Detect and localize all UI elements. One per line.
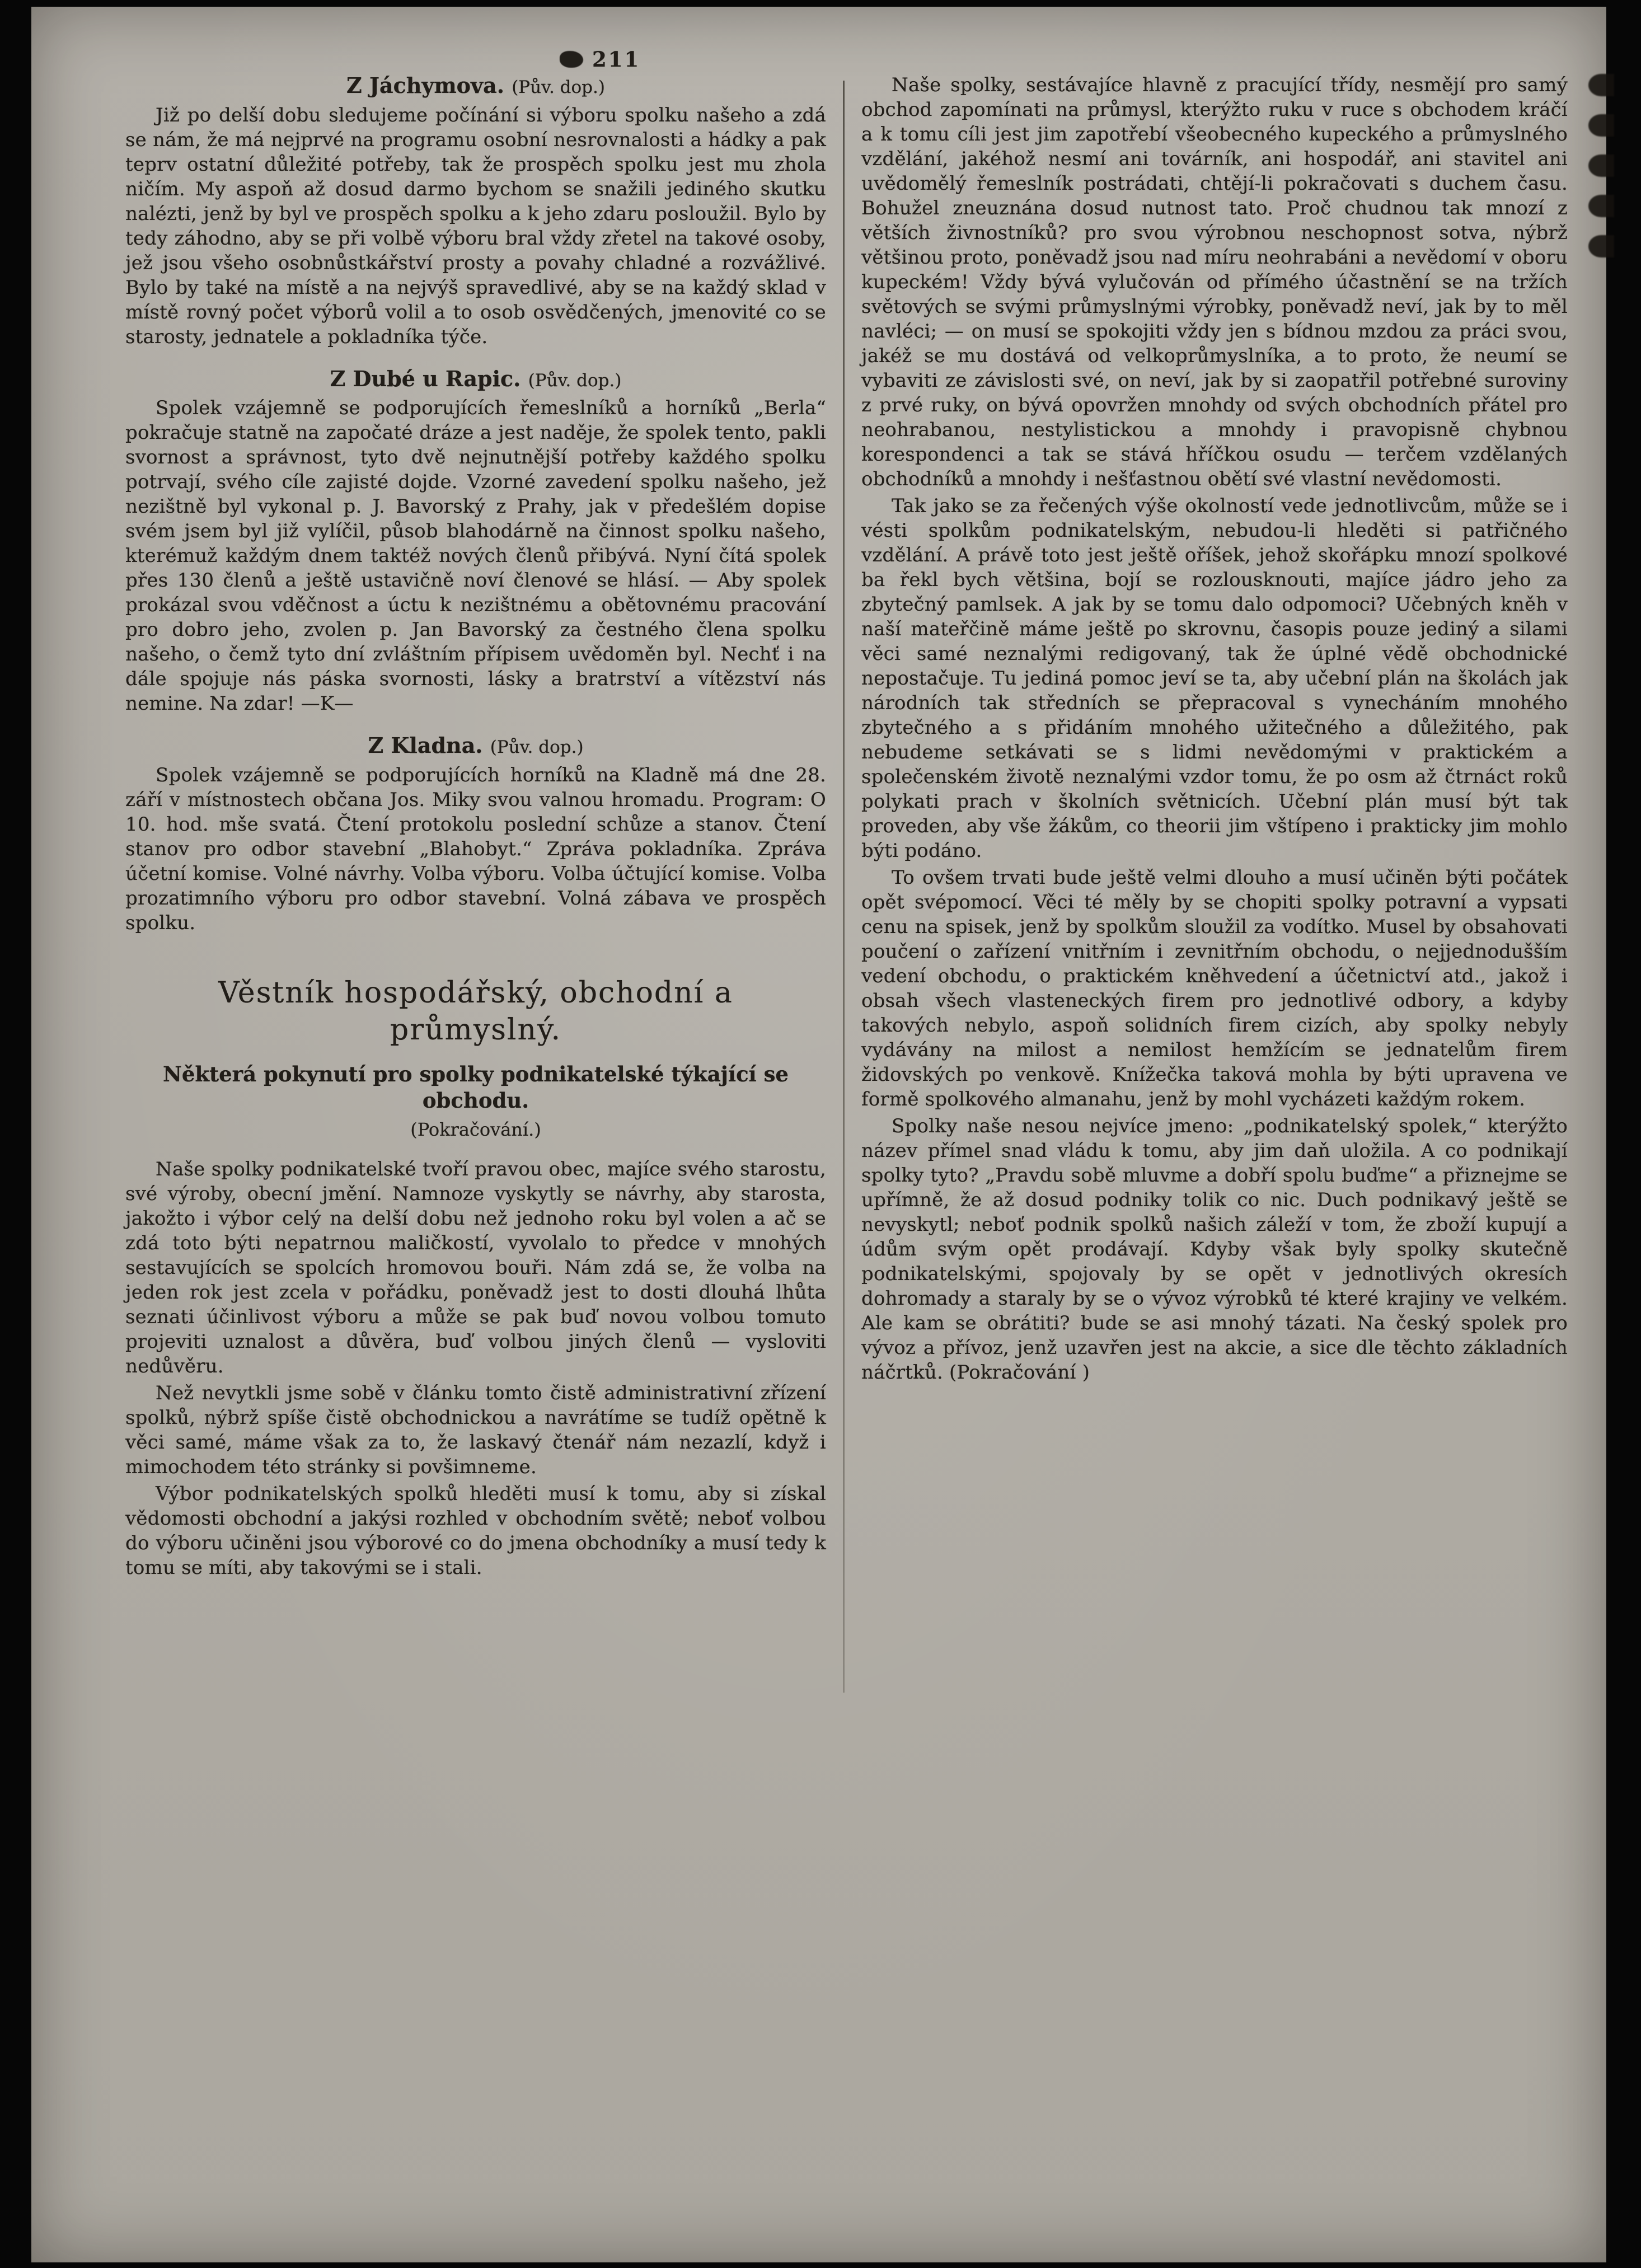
columns xyxy=(125,73,1568,1693)
binding-mark xyxy=(1588,114,1614,137)
article-heading xyxy=(125,733,826,758)
section-paragraph: Naše spolky podnikatelské tvoří pravou obec, majíce svého starostu, své výroby, obecní jmění. Namnoze vyskytly se návrhy, aby starosta, jakožto i výbor celý na delší dobu než jednoho roku byl volen a ač se zdá toto býti nepatrnou maličkostí, vyvolalo to předce v mnohých sestavujících se spolcích hromovou bouři. Nám zdá se, že volba na jeden rok jest zcela v pořádku, poněvadž jest to dosti dlouhá lhůta seznati účinlivost výboru a může se pak buď novou volbou tomuto projeviti uznalost a důvěra, buď volbou jiných členů — vysloviti nedůvěru. xyxy=(125,1158,826,1377)
article-heading xyxy=(125,366,826,392)
section-paragraph: Výbor podnikatelských spolků hleděti musí k tomu, aby si získal vědomosti obchodní a jakýsi rozhled v obchodním světě; neboť volbou do výboru učiněni jsou výborové co do jmena obchodníky a musí tedy k tomu se míti, aby takovými se i stali. xyxy=(125,1482,826,1579)
article-kladno xyxy=(125,733,826,935)
article-jachymova xyxy=(125,73,826,349)
column-divider xyxy=(843,81,845,1693)
article-heading xyxy=(125,73,826,99)
column-paragraph: To ovšem trvati bude ještě velmi dlouho a musí učiněn býti počátek opět svépomocí. Věci té měly by se chopiti spolky potravní a vypsati cenu na spisek, jenž by spolkům sloužil za vodítko. Musel by obsahovati poučení o zařízení vnitřním i zevnitřním obchodu, o nejjednodušším vedení obchodu, o praktickém kněhvedení a účetnictví atd., jakož i obsah všech vlasteneckých firem pro jednotlivé odbory, a kdyby takových nebylo, aspoň solidních firem cizích, aby spolky nebyly vydávány na milost a nemilost hemžícím se jednatelům firem židovských po venkově. Knížečka taková mohla by býti upravena ve formě spolkového almanahu, jenž by mohl vycházeti každým rokem. xyxy=(861,866,1568,1110)
binding-mark xyxy=(1588,195,1614,217)
section-subtitle: Některá pokynutí pro spolky podnikatelské týkající se obchodu. xyxy=(163,1061,789,1113)
article-dateline: (Pův. dop.) xyxy=(490,737,584,758)
page-header xyxy=(560,47,640,72)
binding-mark xyxy=(1588,74,1614,96)
ink-blot-icon xyxy=(560,51,583,68)
article-body: Spolek vzájemně se podporujících horníků na Kladně má dne 28. září v místnostech občana Jos. Miky svou valnou hromadu. Program: O 10. hod. mše svatá. Čtení protokolu poslední schůze a stanov. Čtení stanov pro odbor stavební „Blahobyt.“ Zpráva pokladníka. Zpráva účetní komise. Volné návrhy. Volba výboru. Volba účtující komise. Volba prozatimního výboru pro odbor stavební. Volná zábava ve prospěch spolku. xyxy=(125,763,826,934)
article-dateline: (Pův. dop.) xyxy=(512,77,605,97)
column-paragraph: Naše spolky, sestávajíce hlavně z pracující třídy, nesmějí pro samý obchod zapomínati na průmysl, kterýžto ruku v ruce s obchodem kráčí a k tomu cíli jest jim zapotřebí všeobecného kupeckého a průmyslného vzdělání, jakéhož nesmí ani továrník, ani hospodář, ani stavitel ani uvědomělý řemeslník postrádati, chtějí-li pokračovati s duchem času. Bohužel zneuznána dosud nutnost tato. Proč chudnou tak mnozí z větších živnostníků? pro svou výrobnou neschopnost sotva, nýbrž většinou proto, poněvadž jsou nad míru neohrabáni a nevědomí v oboru kupeckém! Vždy bývá vylučován od přímého účastnění se na tržích světových se svými průmyslnými výrobky, poněvadž neví, jak by to měl navléci; — on musí se spokojiti vždy jen s bídnou mzdou za práci svou, jakéž se mu dostává od velkoprůmyslníka, a to proto, že neumí se vybaviti ze závislosti své, on neví, jak by si zaopatřil potřebné suroviny z prvé ruky, on bývá opovržen mnohdy od svých obchodních přátel pro neohrabanou, nestylistickou a mnohdy i pravopisně chybnou korespondenci a tak se stává hříčkou osudu — terčem vzdělaných obchodníků a mnohdy i nešťastnou obětí své vlastní nevědomosti. xyxy=(861,74,1568,490)
section-title: Věstník hospodářský, obchodní a průmyslný. xyxy=(218,976,733,1047)
article-body: Již po delší dobu sledujeme počínání si výboru spolku našeho a zdá se nám, že má nejprvé na programu osobní nesrovnalosti a hádky a pak teprv ostatní důležité potřeby, tak že prospěch spolku jest mu zhola ničím. My aspoň až dosud darmo bychom se snažili jediného skutku nalézti, jenž by byl ve prospěch spolku a k jeho zdaru posloužil. Bylo by tedy záhodno, aby se při volbě výboru bral vždy zřetel na takové osoby, jež jsou všeho osobnůstkářství prosty a povahy chladné a rozvážlivé. Bylo by také na místě a na nejvýš spravedlivé, aby se na každý sklad v místě rovný počet výborů volil a to osob osvědčených, jmenovité co se starosty, jednatele a pokladníka týče. xyxy=(125,104,826,348)
binding-mark xyxy=(1588,235,1614,257)
binding-mark xyxy=(1588,154,1614,177)
right-column xyxy=(861,73,1568,1387)
column-paragraph: Tak jako se za řečených výše okolností vede jednotlivcům, může se i vésti spolkům podnikatelským, nebudou-li hleděti si patřičného vzdělání. A právě toto jest ještě oříšek, jehož skořápku mnozí spolkové ba řekl bych většina, bojí se rozlousknouti, majíce jádro jeho za zbytečný pamlsek. A jak by se tomu dalo odpomoci? Učebných kněh v naší mateřčině máme ještě po skrovnu, časopis pouze jediný a silami věci samé neznalými redigovaný, tak že úplné vědě obchodnické nepostačuje. Tu jediná pomoc jeví se ta, aby učební plán na školách jak národních tak středních se přepracoval s vynecháním mnohého zbytečného a s přidáním mnohého užitečného a důležitého, pak nebudeme setkávati se s lidmi nevědomými v praktickém a společenském životě neznalými vzdor tomu, že po osm až čtrnáct roků polykati prach v školních světnicích. Učební plán musí být tak proveden, aby vše žákům, co theorii jim vštípeno i prakticky jim mohlo býti podáno. xyxy=(861,495,1568,862)
scanned-page xyxy=(31,7,1606,2262)
section-vestnik xyxy=(125,974,826,1580)
article-title: Z Dubé u Rapic. xyxy=(330,365,521,391)
left-column xyxy=(125,73,826,1582)
column-paragraph: Spolky naše nesou nejvíce jmeno: „podnikatelský spolek,“ kterýžto název přímel snad vládu k tomu, aby jim daň uložila. A co podnikají spolky tyto? „Pravdu sobě mluvme a dobří spolu buďme“ a přiznejme se upřímně, že až dosud podniky tolik co nic. Duch podnikavý ještě se nevyskytl; neboť podnik spolků našich záleží v tom, že zboží kupují a údům svým opět prodávají. Kdyby však byly spolky skutečně podnikatelskými, spojovaly by se opět v jednotlivých okresích dohromady a staraly by se o vývoz výrobků té které krajiny ve velkém. Ale kam se obrátiti? bude se asi mnohý tázati. Na český spolek pro vývoz a přívoz, jenž uzavřen jest na akcie, a sice dle těchto základních náčrtků. (Pokračování ) xyxy=(861,1115,1568,1384)
article-dateline: (Pův. dop.) xyxy=(528,370,622,391)
article-dube-u-rapic xyxy=(125,366,826,716)
article-title: Z Kladna. xyxy=(368,733,483,758)
page-number: 211 xyxy=(592,47,641,72)
article-title: Z Jáchymova. xyxy=(346,73,504,98)
section-paragraph: Než nevytkli jsme sobě v článku tomto čistě administrativní zřízení spolků, nýbrž spíše čistě obchodnickou a navrátíme se tudíž opětně k věci samé, máme však za to, že laskavý čtenář nám nezazlí, když i mimochodem této stránky si povšimneme. xyxy=(125,1381,826,1478)
continuation-note: (Pokračování.) xyxy=(410,1118,541,1140)
article-body: Spolek vzájemně se podporujících řemeslníků a horníků „Berla“ pokračuje statně na započaté dráze a jest naděje, že spolek tento, pakli svornost a správnost, tyto dvě nejnutnější potřeby každého spolku potrvají, svého cíle zajisté dojde. Vzorné zavedení spolku našeho, jež nezištně byl vykonal p. J. Bavorský z Prahy, jak v předešlém dopise svém jsem byl již vylíčil, působ blahodárně na činnost spolku našeho, kterémuž každým dnem taktéž nových členů přibývá. Nyní čítá spolek přes 130 členů a ještě ustavičně noví členové se hlásí. — Aby spolek prokázal svou vděčnost a úctu k nezištnému a obětovnému pracování pro dobro jeho, zvolen p. Jan Bavorský za čestného člena spolku našeho, o čemž tyto dní zvláštním přípisem uvědoměn byl. Nechť i na dále spojuje nás páska svornosti, lásky a bratrství a vítězství nás nemine. Na zdar! —K— xyxy=(125,397,826,715)
